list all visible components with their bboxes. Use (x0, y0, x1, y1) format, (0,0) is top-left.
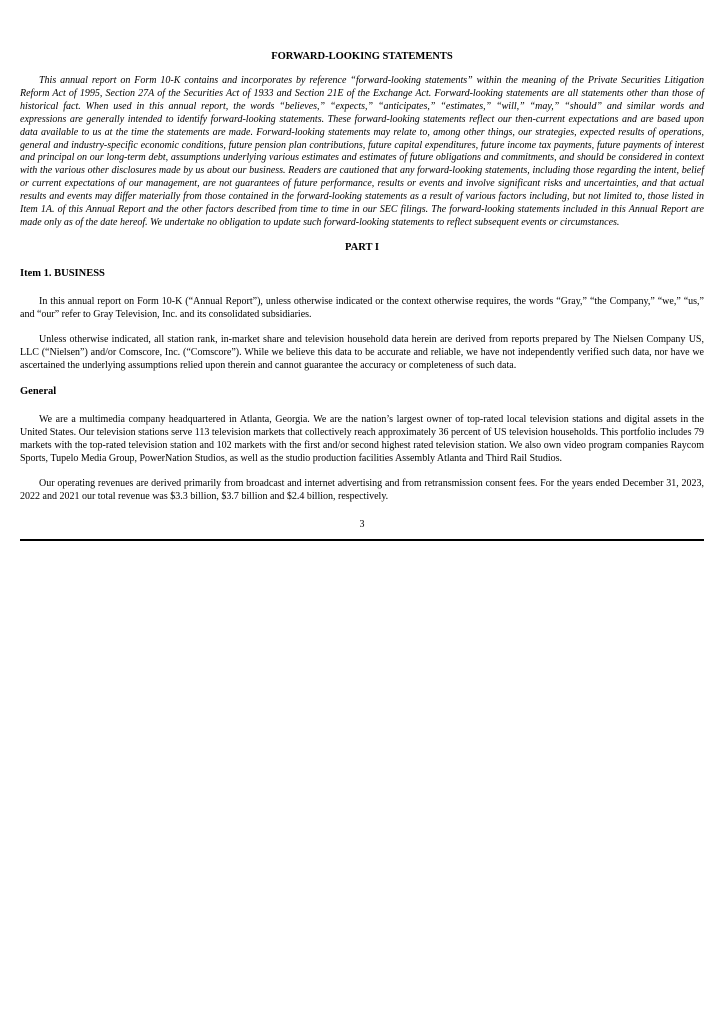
page-divider (20, 539, 704, 541)
part-heading: PART I (345, 241, 379, 253)
general-paragraph-overview: We are a multimedia company headquartered in Atlanta, Georgia. We are the nation’s largest owner of top-rated local television stations and digital assets in the United States. Our television stations serve 113 television markets that collectively reach approximately 36 percent of US television households. This portfolio includes 79 markets with the top-rated television station and 102 markets with the first and/or second highest rated television station. We also own video program companies Raycom Sports, Tupelo Media Group, PowerNation Studios, as well as the studio production facilities Assembly Atlanta and Third Rail Studios. (20, 414, 704, 465)
item-1-paragraph-data-sources: Unless otherwise indicated, all station rank, in-market share and television household data herein are derived from reports prepared by The Nielsen Company US, LLC (“Nielsen”) and/or Comscore, Inc. (“Comscore”). While we believe this data to be accurate and reliable, we have not independently verified such data, nor have we ascertained the underlying assumptions relied upon therein and cannot guarantee the accuracy or completeness of such data. (20, 333, 704, 371)
forward-looking-statements-title: FORWARD-LOOKING STATEMENTS (271, 51, 453, 62)
general-paragraph-revenue: Our operating revenues are derived primarily from broadcast and internet advertising and from retransmission consent fees. For the years ended December 31, 2023, 2022 and 2021 our total revenue was $3.3 billion, $3.7 billion and $2.4 billion, respectively. (20, 478, 704, 502)
document-page (20, 50, 704, 541)
forward-looking-statements-paragraph: This annual report on Form 10-K contains and incorporates by reference “forward-looking statements” within the meaning of the Private Securities Litigation Reform Act of 1995, Section 27A of the Securities Act of 1933 and Section 21E of the Exchange Act. Forward-looking statements are all statements other than those of historical fact. When used in this annual report, the words “believes,” “expects,” “anticipates,” “estimates,” “will,” “may,” “should” and similar words and expressions are generally intended to identify forward-looking statements. These forward-looking statements reflect our then-current expectations and are based upon data available to us at the time the statements are made. Forward-looking statements may relate to, among other things, our strategies, expected results of operations, general and industry-specific economic conditions, future pension plan contributions, future capital expenditures, future income tax payments, future payments of interest and principal on our long-term debt, assumptions underlying various estimates and estimates of future obligations and commitments, and should be considered in context with the various other disclosures made by us about our business. Readers are cautioned that any forward-looking statements, including those regarding the intent, belief or current expectations of our management, are not guarantees of future performance, results or events and involve significant risks and uncertainties, and that actual results and events may differ materially from those contained in the forward-looking statements as a result of various factors including, but not limited to, those listed in Item 1A. of this Annual Report and the other factors described from time to time in our SEC filings. The forward-looking statements included in this Annual Report are made only as of the date hereof. We undertake no obligation to update such forward-looking statements to reflect subsequent events or circumstances. (20, 75, 704, 228)
general-heading: General (20, 386, 57, 398)
page-number: 3 (359, 518, 365, 530)
item-1-paragraph-definitions: In this annual report on Form 10-K (“Annual Report”), unless otherwise indicated or the context otherwise requires, the words “Gray,” “the Company,” “we,” “us,” and “our” refer to Gray Television, Inc. and its consolidated subsidiaries. (20, 295, 704, 320)
item-1-heading: Item 1. BUSINESS (20, 267, 105, 279)
